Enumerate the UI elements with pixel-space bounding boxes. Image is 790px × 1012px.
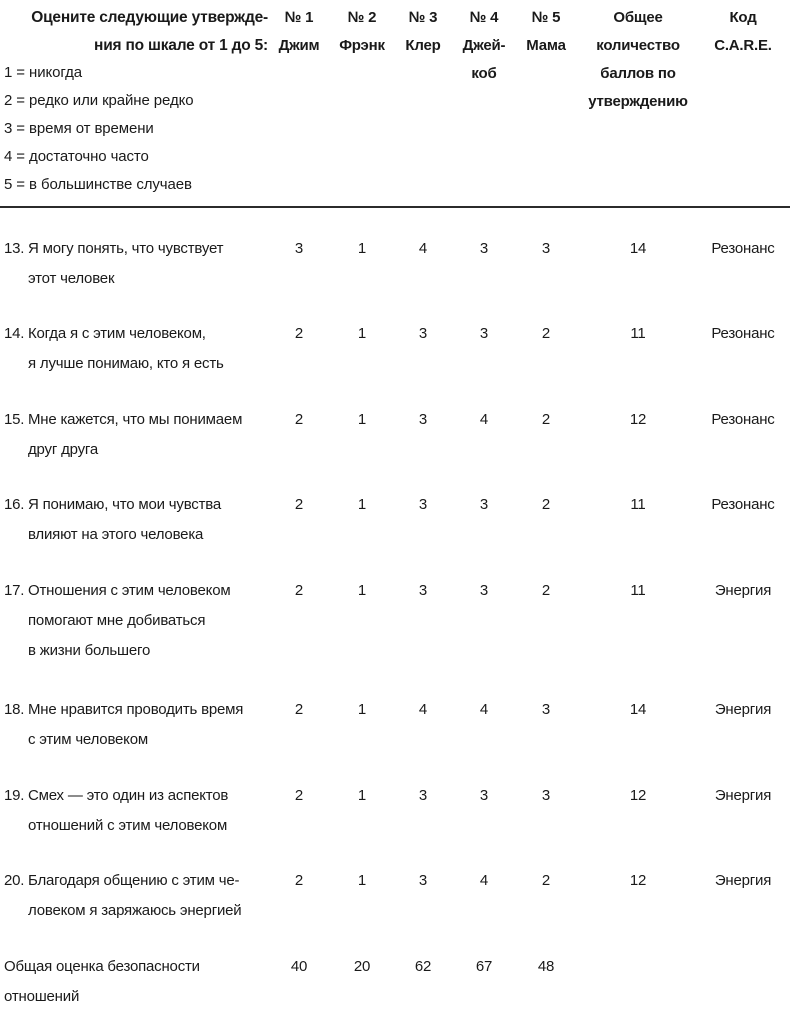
score-person-4: 4 (479, 872, 489, 889)
score-total: 12 (629, 872, 647, 889)
statement-number: 17. (4, 582, 25, 599)
score-person-2: 1 (357, 582, 367, 599)
score-person-4: 3 (479, 325, 489, 342)
header-instructions-line-1: Оцените следующие утвержде- (31, 9, 268, 26)
text-line-2: с этим человеком (28, 731, 148, 748)
rating-scale-legend (4, 59, 274, 199)
column-header-person-2 (330, 4, 394, 60)
score-total: 11 (630, 496, 646, 513)
text-line-3: в жизни большего (28, 642, 151, 659)
statement-text (28, 234, 266, 294)
score-person-4: 3 (479, 240, 489, 257)
score-total: 14 (629, 240, 647, 257)
care-code: Энергия (714, 787, 772, 804)
score-person-3: 3 (418, 325, 428, 342)
header-instructions (0, 4, 268, 60)
text-line-2: этот человек (28, 270, 115, 287)
text-line-1: Смех — это один из аспектов (28, 787, 229, 804)
statement-number: 20. (4, 872, 25, 889)
score-person-3: 3 (418, 872, 428, 889)
score-person-4: 3 (479, 582, 489, 599)
score-person-2: 1 (357, 411, 367, 428)
column-header-person-1 (269, 4, 329, 60)
statement-text (28, 319, 266, 379)
statement-text (28, 405, 266, 465)
column-header-person-5-number: № 5 (531, 9, 561, 26)
statement-text (28, 781, 266, 841)
text-line-2: помогают мне добиваться (28, 612, 206, 629)
column-header-person-4-number: № 4 (469, 9, 499, 26)
column-header-care-code-line-1: Код (729, 9, 757, 26)
statement-text (28, 695, 266, 755)
score-total: 12 (629, 411, 647, 428)
score-total: 12 (629, 787, 647, 804)
rating-scale-option-4: 4 = достаточно часто (4, 148, 149, 165)
score-person-1: 2 (294, 325, 304, 342)
text-line-2: отношений с этим человеком (28, 817, 228, 834)
statement-number: 16. (4, 496, 25, 513)
column-header-total-score (578, 4, 698, 116)
statement-label (4, 490, 266, 550)
text-line-1: Когда я с этим человеком, (28, 325, 206, 342)
rating-scale-option-5: 5 = в большинстве случаев (4, 176, 192, 193)
column-header-person-1-number: № 1 (284, 9, 314, 26)
score-person-5: 2 (541, 582, 551, 599)
column-header-person-4-name: Джей- (462, 37, 506, 54)
score-person-5: 3 (541, 701, 551, 718)
score-person-3: 3 (418, 411, 428, 428)
score-person-3: 3 (418, 496, 428, 513)
summary-row-text (4, 952, 274, 1012)
text-line-2: влияют на этого человека (28, 526, 204, 543)
column-header-care-code-line-2: C.A.R.E. (714, 37, 772, 54)
care-code: Энергия (714, 582, 772, 599)
text-line-2: ловеком я заряжаюсь энергией (28, 902, 242, 919)
score-person-2: 1 (357, 787, 367, 804)
score-person-1: 2 (294, 496, 304, 513)
score-person-5: 2 (541, 872, 551, 889)
statement-text (28, 866, 266, 926)
score-person-2: 1 (357, 325, 367, 342)
column-header-person-4 (453, 4, 515, 88)
score-person-4: 4 (479, 411, 489, 428)
care-code: Резонанс (711, 411, 775, 428)
rating-scale-option-1: 1 = никогда (4, 64, 82, 81)
score-total: 14 (629, 701, 647, 718)
score-person-3: 3 (418, 582, 428, 599)
score-person-2: 1 (357, 701, 367, 718)
text-line-2: отношений (4, 988, 80, 1005)
column-header-person-5 (516, 4, 576, 60)
care-code: Резонанс (711, 325, 775, 342)
score-total: 11 (630, 582, 646, 599)
care-code: Энергия (714, 872, 772, 889)
score-person-5: 2 (541, 496, 551, 513)
score-person-1: 3 (294, 240, 304, 257)
rating-scale-option-2: 2 = редко или крайне редко (4, 92, 194, 109)
column-header-person-3-number: № 3 (408, 9, 438, 26)
summary-row-label (4, 952, 274, 1012)
score-person-2: 20 (353, 958, 371, 975)
text-line-1: Мне нравится проводить время (28, 701, 244, 718)
text-line-1: Общая оценка безопасности (4, 958, 200, 975)
score-person-2: 1 (357, 872, 367, 889)
statement-text (28, 576, 266, 666)
column-header-total-score-line-3: баллов по (600, 65, 676, 82)
column-header-person-1-name: Джим (278, 37, 320, 54)
column-header-total-score-line-4: утверждению (588, 93, 688, 110)
score-person-5: 48 (537, 958, 555, 975)
statement-label (4, 234, 266, 294)
statement-text (28, 490, 266, 550)
statement-label (4, 695, 266, 755)
score-person-4: 3 (479, 496, 489, 513)
score-person-4: 67 (475, 958, 493, 975)
score-person-5: 3 (541, 787, 551, 804)
header-instructions-line-2: ния по шкале от 1 до 5: (94, 37, 268, 54)
text-line-1: Я понимаю, что мои чувства (28, 496, 222, 513)
header-divider-rule (0, 206, 790, 208)
score-person-3: 4 (418, 701, 428, 718)
statement-number: 18. (4, 701, 25, 718)
score-person-1: 2 (294, 872, 304, 889)
statement-number: 15. (4, 411, 25, 428)
score-person-1: 40 (290, 958, 308, 975)
rating-scale-option-3: 3 = время от времени (4, 120, 154, 137)
score-person-4: 3 (479, 787, 489, 804)
care-code: Резонанс (711, 496, 775, 513)
score-total: 11 (630, 325, 646, 342)
score-person-3: 3 (418, 787, 428, 804)
care-code: Энергия (714, 701, 772, 718)
column-header-total-score-line-2: количество (596, 37, 680, 54)
score-person-1: 2 (294, 701, 304, 718)
score-person-1: 2 (294, 582, 304, 599)
statement-label (4, 405, 266, 465)
score-person-3: 4 (418, 240, 428, 257)
score-person-4: 4 (479, 701, 489, 718)
column-header-person-5-name: Мама (526, 37, 566, 54)
table-header (0, 0, 790, 207)
column-header-total-score-line-1: Общее (613, 9, 663, 26)
statement-number: 13. (4, 240, 25, 257)
text-line-1: Благодаря общению с этим че- (28, 872, 240, 889)
text-line-1: Я могу понять, что чувствует (28, 240, 224, 257)
text-line-1: Отношения с этим человеком (28, 582, 231, 599)
column-header-person-3-name: Клер (405, 37, 441, 54)
statement-label (4, 781, 266, 841)
score-person-5: 3 (541, 240, 551, 257)
column-header-person-2-name: Фрэнк (339, 37, 385, 54)
statement-label (4, 576, 266, 666)
text-line-2: друг друга (28, 441, 98, 458)
column-header-care-code (698, 4, 788, 60)
text-line-1: Мне кажется, что мы понимаем (28, 411, 243, 428)
score-person-5: 2 (541, 325, 551, 342)
score-person-1: 2 (294, 411, 304, 428)
statement-number: 19. (4, 787, 25, 804)
score-person-2: 1 (357, 240, 367, 257)
care-code: Резонанс (711, 240, 775, 257)
column-header-person-2-number: № 2 (347, 9, 377, 26)
statement-number: 14. (4, 325, 25, 342)
score-person-3: 62 (414, 958, 432, 975)
statement-label (4, 319, 266, 379)
statement-label (4, 866, 266, 926)
column-header-person-3 (394, 4, 452, 60)
column-header-person-4-name-cont: коб (471, 65, 497, 82)
score-person-5: 2 (541, 411, 551, 428)
text-line-2: я лучше понимаю, кто я есть (28, 355, 224, 372)
score-person-1: 2 (294, 787, 304, 804)
score-person-2: 1 (357, 496, 367, 513)
